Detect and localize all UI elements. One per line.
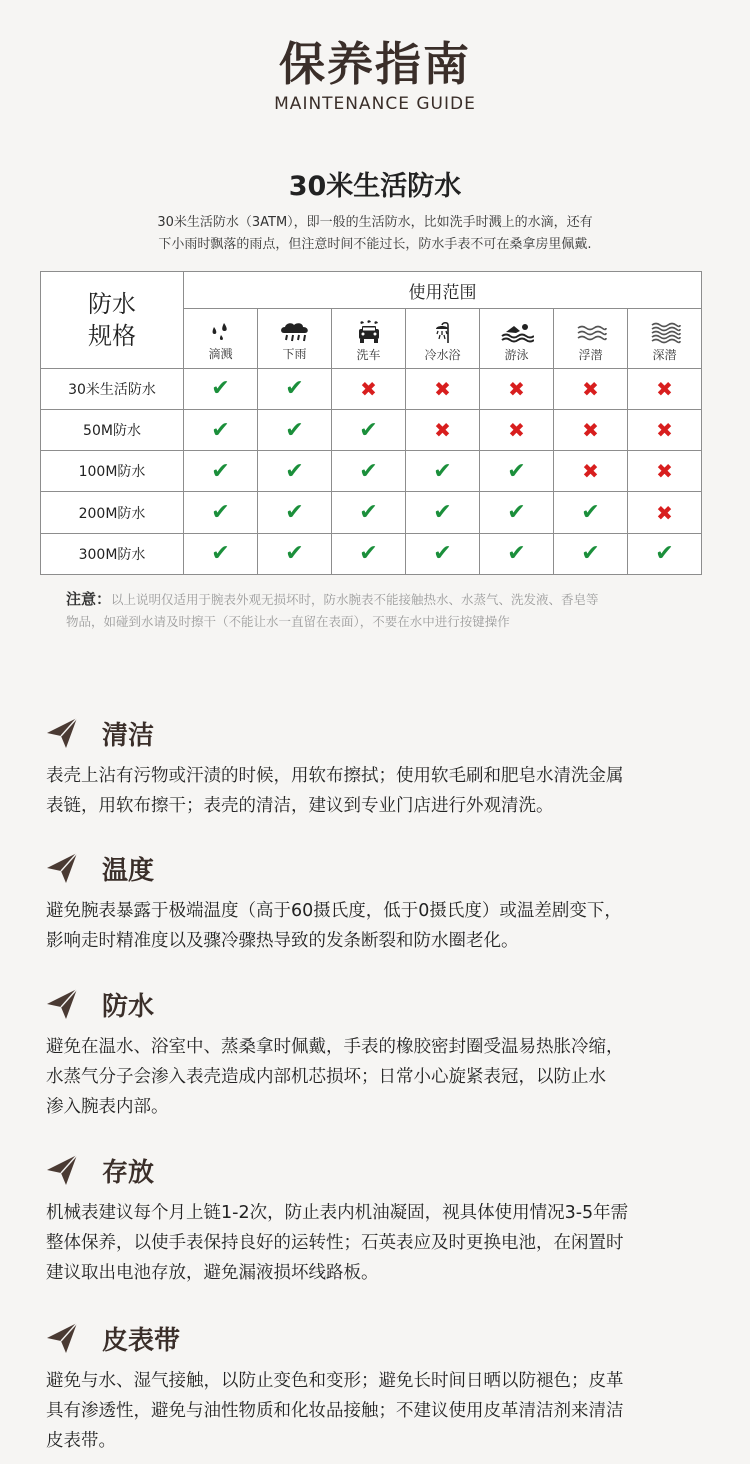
table-cell [332,368,406,409]
check-icon: ✔ [433,541,452,567]
table-cell [406,368,480,409]
droplets-icon [206,321,236,343]
section-body-line: 影响走时精准度以及骤冷骤热导致的发条断裂和防水圈老化。 [46,931,519,951]
cross-icon: ✖ [508,418,525,443]
cross-icon: ✖ [656,459,673,484]
check-icon: ✔ [285,417,304,443]
check-icon: ✔ [581,500,600,526]
table-cell [480,533,554,574]
section-body-line: 建议取出电池存放，避免漏液损坏线路板。 [46,1263,379,1283]
note-label: 注意： [66,590,112,608]
care-section [46,1318,714,1456]
spec-header-cell [41,272,184,369]
table-row [41,451,702,492]
section-header [46,1150,714,1190]
section-body [46,896,714,956]
check-icon: ✔ [285,376,304,402]
cross-icon: ✖ [656,500,673,525]
table-cell [628,409,702,450]
column-label: 滴溅 [208,346,233,361]
column-header [406,309,480,368]
check-icon: ✔ [211,500,230,526]
section-header [46,1318,714,1358]
column-label: 洗车 [356,347,381,362]
table-cell [258,451,332,492]
table-cell [184,492,258,533]
note-text: 物品，如碰到水请及时擦干（不能让水一直留在表面），不要在水中进行按键操作 [66,614,510,629]
check-icon: ✔ [359,458,378,484]
table-row [41,368,702,409]
table-cell [480,492,554,533]
row-label: 30米生活防水 [41,368,184,409]
table-cell [406,533,480,574]
cross-icon: ✖ [656,376,673,401]
care-section [46,713,714,821]
section-title: 温度 [102,855,155,886]
check-icon: ✔ [285,541,304,567]
check-icon: ✔ [433,500,452,526]
shallow-waves-icon [574,320,608,344]
table-cell [628,368,702,409]
section-body-line: 避免与水、湿气接触，以防止变色和变形；避免长时间日晒以防褪色；皮革 [46,1371,624,1391]
check-icon: ✔ [285,500,304,526]
table-cell [332,409,406,450]
column-header [258,309,332,368]
section-body-line: 具有渗透性，避免与油性物质和化妆品接触；不建议使用皮革清洁剂来清洁 [46,1401,624,1421]
section-body-line: 皮表带。 [46,1431,116,1451]
cross-icon: ✖ [582,459,599,484]
waterproof-description-line: 30米生活防水（3ATM），即一般的生活防水，比如洗手时溅上的水滴，还有 [157,215,593,230]
page-subtitle: MAINTENANCE GUIDE [274,94,476,114]
table-cell [332,451,406,492]
cross-icon: ✖ [434,376,451,401]
column-label: 游泳 [504,347,529,362]
check-icon: ✔ [581,541,600,567]
table-cell [258,368,332,409]
table-cell [406,492,480,533]
section-body-line: 表链，用软布擦干；表壳的清洁，建议到专业门店进行外观清洗。 [46,796,554,816]
column-header [554,309,628,368]
section-body [46,1366,714,1456]
table-row [41,533,702,574]
table-cell [184,451,258,492]
table-cell [628,492,702,533]
deep-waves-icon [648,320,682,344]
paper-plane-icon [46,852,78,884]
range-header-cell: 使用范围 [184,272,702,309]
table-cell [184,533,258,574]
table-row [41,409,702,450]
waterproof-description-line: 下小雨时飘落的雨点，但注意时间不能过长，防水手表不可在桑拿房里佩戴. [158,237,592,252]
car-wash-icon [354,320,384,344]
cross-icon: ✖ [508,376,525,401]
check-icon: ✔ [507,458,526,484]
table-cell [554,368,628,409]
table-cell [332,492,406,533]
table-cell [406,409,480,450]
check-icon: ✔ [211,417,230,443]
waterproof-table [40,271,702,575]
check-icon: ✔ [433,458,452,484]
column-label: 冷水浴 [424,347,461,362]
check-icon: ✔ [507,541,526,567]
table-cell [480,451,554,492]
spec-header-line: 规格 [88,321,136,350]
table-cell [258,492,332,533]
paper-plane-icon [46,1322,78,1354]
check-icon: ✔ [211,541,230,567]
cross-icon: ✖ [582,418,599,443]
care-section [46,848,714,956]
row-label: 50M防水 [41,409,184,450]
section-body-line: 表壳上沾有污物或汗渍的时候，用软布擦拭；使用软毛刷和肥皂水清洗金属 [46,766,624,786]
section-body-line: 避免腕表暴露于极端温度（高于60摄氏度，低于0摄氏度）或温差剧变下， [46,901,622,921]
care-section [46,1150,714,1288]
column-header [480,309,554,368]
cross-icon: ✖ [656,418,673,443]
section-title: 防水 [102,991,155,1022]
paper-plane-icon [46,988,78,1020]
section-body-line: 渗入腕表内部。 [46,1097,169,1117]
check-icon: ✔ [507,500,526,526]
column-label: 浮潜 [578,347,603,362]
paper-plane-icon [46,717,78,749]
check-icon: ✔ [211,376,230,402]
swimmer-icon [500,320,534,344]
rain-cloud-icon [278,321,312,343]
cross-icon: ✖ [434,418,451,443]
section-body [46,1032,714,1122]
waterproof-description [60,212,690,256]
waterproof-heading: 30米生活防水 [288,171,462,202]
column-header [628,309,702,368]
table-cell [554,492,628,533]
table-cell [332,533,406,574]
table-cell [258,533,332,574]
section-header [46,984,714,1024]
table-cell [554,409,628,450]
table-cell [480,409,554,450]
section-body [46,761,714,821]
section-title: 存放 [102,1157,155,1188]
check-icon: ✔ [655,541,674,567]
table-cell [184,368,258,409]
check-icon: ✔ [359,417,378,443]
section-header [46,713,714,753]
shower-icon [428,320,458,344]
row-label: 200M防水 [41,492,184,533]
table-cell [480,368,554,409]
table-cell [554,451,628,492]
waterproof-table-body [41,368,702,574]
check-icon: ✔ [359,541,378,567]
check-icon: ✔ [285,458,304,484]
section-body [46,1198,714,1288]
table-cell [406,451,480,492]
column-label: 下雨 [282,346,307,361]
section-body-line: 水蒸气分子会渗入表壳造成内部机芯损坏；日常小心旋紧表冠，以防止水 [46,1067,606,1087]
row-label: 300M防水 [41,533,184,574]
table-cell [554,533,628,574]
check-icon: ✔ [359,500,378,526]
table-cell [184,409,258,450]
section-title: 皮表带 [102,1325,181,1356]
cross-icon: ✖ [360,376,377,401]
note-text: 以上说明仅适用于腕表外观无损坏时，防水腕表不能接触热水、水蒸气、洗发液、香皂等 [111,592,599,607]
section-body-line: 机械表建议每个月上链1-2次，防止表内机油凝固，视具体使用情况3-5年需 [46,1203,629,1223]
row-label: 100M防水 [41,451,184,492]
section-body-line: 整体保养，以使手表保持良好的运转性；石英表应及时更换电池，在闲置时 [46,1233,624,1253]
section-body-line: 避免在温水、浴室中、蒸桑拿时佩戴，手表的橡胶密封圈受温易热胀冷缩， [46,1037,624,1057]
check-icon: ✔ [211,458,230,484]
table-cell [628,533,702,574]
section-header [46,848,714,888]
column-header [184,309,258,368]
table-row [41,492,702,533]
cross-icon: ✖ [582,376,599,401]
table-cell [628,451,702,492]
table-cell [258,409,332,450]
spec-header-line: 防水 [88,289,136,318]
care-section [46,984,714,1122]
section-title: 清洁 [102,720,155,751]
page-title: 保养指南 [279,37,471,91]
note [66,588,696,633]
paper-plane-icon [46,1154,78,1186]
column-label: 深潜 [652,347,677,362]
column-header [332,309,406,368]
